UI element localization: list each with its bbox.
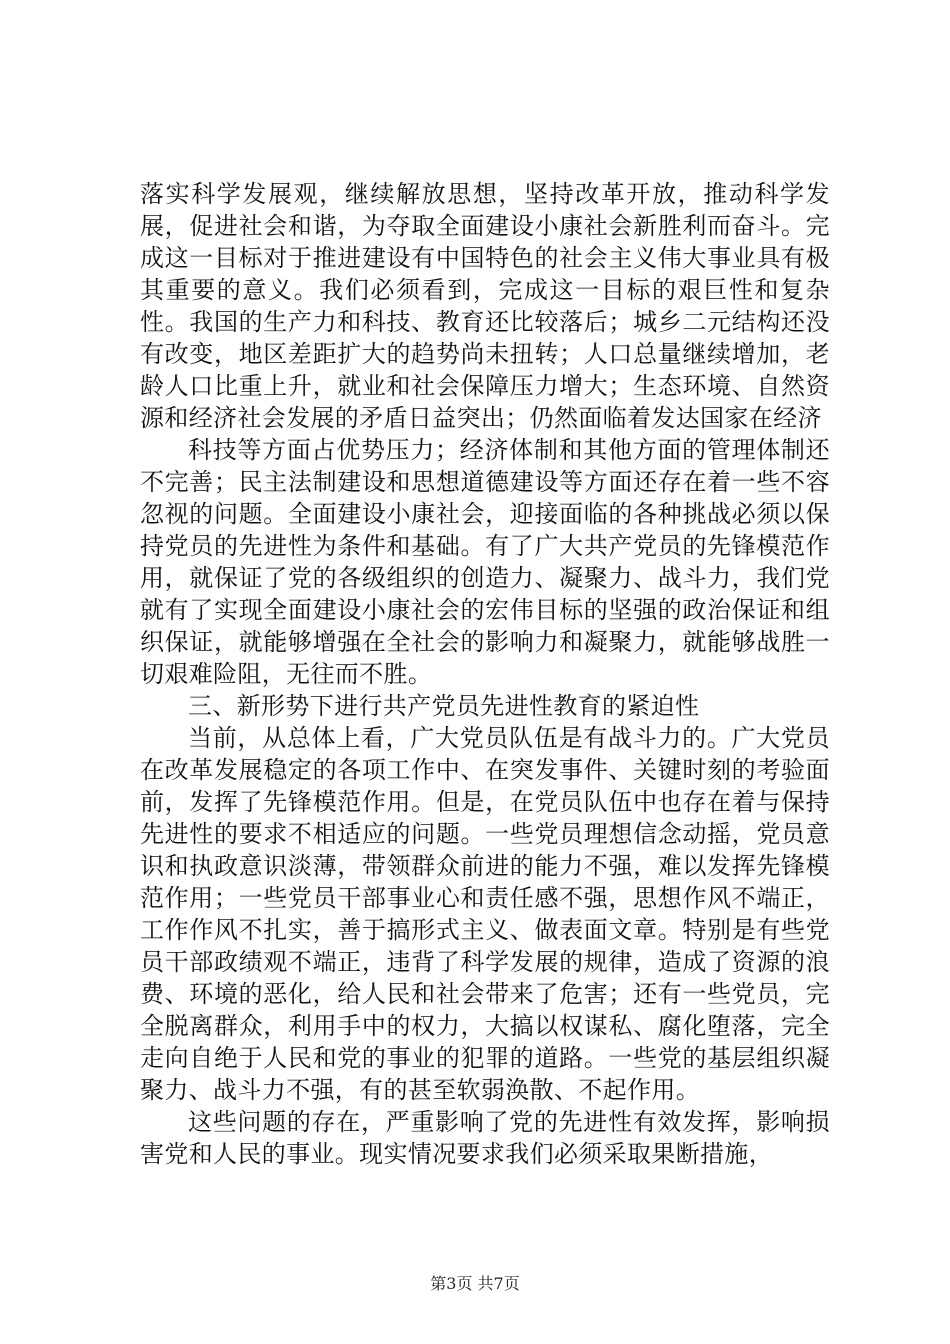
paragraph-current-situation: 当前，从总体上看，广大党员队伍是有战斗力的。广大党员在改革发展稳定的各项工作中、在突发事件、关键时刻的考验面前，发挥了先锋模范作用。但是，在党员队伍中也存在着与保持先进性的要求不相适应的问题。一些党员理想信念动摇，党员意识和执政意识淡薄，带领群众前进的能力不强，难以发挥先锋模范作用；一些党员干部事业心和责任感不强，思想作风不端正，工作作风不扎实，善于搞形式主义、做表面文章。特别是有些党员干部政绩观不端正，违背了科学发展的规律，造成了资源的浪费、环境的恶化，给人民和社会带来了危害；还有一些党员，完全脱离群众，利用手中的权力，大搞以权谋私、腐化堕落，完全走向自绝于人民和党的事业的犯罪的道路。一些党的基层组织凝聚力、战斗力不强，有的甚至软弱涣散、不起作用。 [140,724,830,1104]
paragraph-continuation: 落实科学发展观，继续解放思想，坚持改革开放，推动科学发展，促进社会和谐，为夺取全面建设小康社会新胜利而奋斗。完成这一目标对于推进建设有中国特色的社会主义伟大事业具有极其重要的意义。我们必须看到，完成这一目标的艰巨性和复杂性。我国的生产力和科技、教育还比较落后；城乡二元结构还没有改变，地区差距扩大的趋势尚未扭转；人口总量继续增加，老龄人口比重上升，就业和社会保障压力增大；生态环境、自然资源和经济社会发展的矛盾日益突出；仍然面临着发达国家在经济 [140,180,830,432]
section-heading: 三、新形势下进行共产党员先进性教育的紧迫性 [188,692,700,720]
paragraph-problems: 这些问题的存在，严重影响了党的先进性有效发挥，影响损害党和人民的事业。现实情况要求我们必须采取果断措施， [140,1108,830,1168]
paragraph-challenges: 科技等方面占优势压力；经济体制和其他方面的管理体制还不完善；民主法制建设和思想道德建设等方面还存在着一些不容忽视的问题。全面建设小康社会，迎接面临的各种挑战必须以保持党员的先进性为条件和基础。有了广大共产党员的先锋模范作用，就保证了党的各级组织的创造力、凝聚力、战斗力，我们党就有了实现全面建设小康社会的宏伟目标的坚强的政治保证和组织保证，就能够增强在全社会的影响力和凝聚力，就能够战胜一切艰难险阻，无往而不胜。 [140,436,830,688]
document-body [140,178,830,1170]
page-number-footer: 第3页 共7页 [430,1274,520,1293]
